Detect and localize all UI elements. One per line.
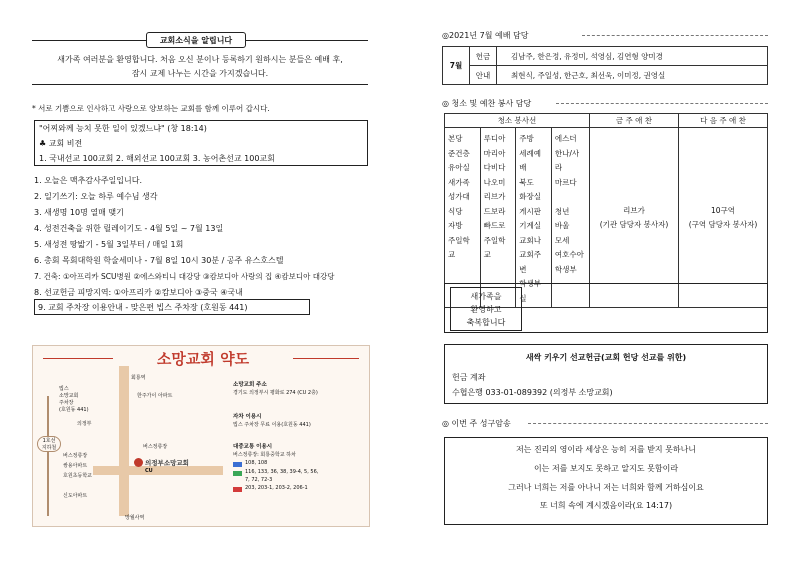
area: 기계실: [519, 221, 541, 230]
church-map: [32, 345, 370, 527]
info-addr: 경기도 의정부시 평화로 274 (CU 2층): [233, 390, 318, 396]
map-title-rule: [43, 358, 113, 359]
worship-month: 7월: [443, 47, 470, 85]
label-bus1: 버스정류장: [143, 444, 168, 450]
info-car-title: 자차 이용시: [233, 414, 262, 420]
bus-line-3: 7, 72, 72-3: [245, 477, 273, 483]
label-mangwolsa: 망월사역: [125, 515, 145, 521]
bus-line-1: 108, 108: [245, 460, 268, 466]
news-item-2: 2. 일기쓰기: 오늘 하루 예수님 생각: [34, 192, 158, 201]
info-car: 빕스 주차장 무료 이용(호원동 441): [233, 422, 311, 428]
main-road: [119, 366, 129, 516]
area: 유아실: [448, 163, 470, 172]
bus-badge-green: [233, 471, 242, 476]
label-ssangyong: 쌍용아파트: [63, 463, 88, 469]
label-sinwon: 신도아파트: [63, 493, 88, 499]
info-addr-title: 소망교회 주소: [233, 382, 267, 388]
label-vips: 빕스 소망교회 주차장 (호원동 441): [59, 386, 89, 413]
worship-names-2: 최현식, 주일성, 한근호, 최선욱, 이미정, 권영실: [497, 66, 768, 85]
cross-road: [93, 466, 223, 475]
worship-role-1: 헌금: [470, 47, 497, 66]
welcome-rule: [32, 84, 368, 85]
bus-badge-blue: [233, 462, 242, 467]
label-cu: CU: [145, 468, 153, 474]
worship-names-1: 김남주, 한은정, 유정미, 석영심, 김연형 양미경: [497, 47, 768, 66]
label-church: 의정부소망교회: [145, 459, 189, 467]
area: 화장실: [519, 192, 541, 201]
worship-role-2: 안내: [470, 66, 497, 85]
team: 리브가: [483, 192, 506, 201]
scripture-line-4: 또 너희 속에 계시겠음이라(요 14:17): [539, 501, 673, 510]
team: 청년: [554, 206, 570, 216]
team: [555, 190, 586, 205]
cleaning-header-1: 청소 봉사선: [445, 114, 590, 128]
scripture-line-1: 저는 진리의 영이라 세상은 능히 저를 받지 못하나니: [515, 445, 697, 454]
offering-title: 새싹 키우기 선교헌금(교회 헌당 선교를 위한): [525, 353, 687, 362]
welcome-line-1: 새가족 여러분을 환영합니다. 처음 오신 분이나 등록하기 원하시는 분들은 예배 후,: [57, 55, 343, 64]
newcomer-label: 새가족을 환영하고 축복합니다: [466, 292, 506, 327]
area: 새가족: [448, 177, 470, 187]
area: 본당: [448, 134, 463, 143]
news-item-3: 3. 새생명 10명 열매 맺기: [34, 208, 124, 217]
cleaning-col-1: [445, 128, 481, 308]
team: 마리아: [483, 148, 506, 158]
team: 한나/사라: [554, 148, 580, 172]
area: 준건층: [448, 148, 470, 158]
team: 바울: [554, 221, 570, 230]
label-uijeongbu: 의정부: [77, 421, 92, 427]
rail-label: 1호선 지하철: [37, 436, 61, 452]
team: 여호수아: [554, 250, 584, 259]
this-week: 리브가: [623, 206, 645, 215]
vision-text: 1. 국내선교 100교회 2. 해외선교 100교회 3. 농어촌선교 100교회: [39, 154, 275, 163]
worship-dash: [582, 35, 768, 36]
bus-line-4: 203, 203-1, 203-2, 206-1: [245, 485, 308, 491]
area: 성가대: [448, 192, 470, 201]
cleaning-col-4: [551, 128, 589, 308]
vision-verse: "어찌와께 능치 못한 일이 있겠느냐" (창 18:14): [39, 124, 207, 133]
info-transit: 버스정류장: 회룡중학교 하차: [233, 452, 296, 458]
scripture-title: ◎ 이번 주 성구암송: [442, 419, 511, 428]
scripture-line-2: 이는 저를 보지도 못하고 알지도 못함이라: [533, 464, 679, 473]
team: 주일학교: [483, 235, 506, 259]
label-busstop-north: 회룡역: [131, 375, 146, 381]
news-item-8: 8. 선교헌금 피망지역: ①아프리카 ②캄보디아 ③중국 ④국내: [34, 288, 243, 297]
team: 루디아: [483, 134, 506, 143]
area: 게시판: [519, 206, 541, 216]
parking-notice: 9. 교회 주차장 이용안내 - 맞은편 빕스 주차장 (호원동 441): [38, 303, 248, 312]
area: 주방: [519, 134, 534, 143]
area: 교회나: [519, 235, 541, 245]
area: 세례예배: [519, 148, 541, 172]
cleaning-dash: [556, 103, 768, 104]
area: 주일학교: [448, 235, 470, 259]
bus-line-2: 116, 133, 36, 38, 39-4, 5, 56,: [245, 469, 319, 475]
team: 학생부: [554, 264, 577, 274]
area: 북도: [519, 177, 534, 187]
cleaning-header-2: 금 주 애 찬: [590, 114, 679, 128]
label-hoewon: 호원초등학교: [63, 473, 92, 479]
team: 모세: [554, 235, 570, 245]
news-item-1: 1. 오늘은 맥추감사주일입니다.: [34, 176, 142, 185]
next-week-note: (구역 담당자 봉사자): [688, 220, 758, 229]
scripture-dash: [528, 423, 768, 424]
label-hanjin: 한주가이 아파트: [137, 393, 173, 399]
team: 드보라: [483, 206, 506, 216]
welcome-line-2: 잠시 교제 나누는 시간을 가지겠습니다.: [131, 69, 269, 78]
next-week-cell: [679, 128, 768, 308]
cleaning-col-3: [516, 128, 552, 308]
area: 자방: [448, 221, 463, 230]
scripture-line-3: 그러나 너희는 저를 아나니 저는 너희와 함께 거하심이요: [508, 483, 704, 492]
label-bus2: 버스정류장: [63, 453, 88, 459]
news-item-6: 6. 총회 목회대학원 학술세미나 - 7월 8일 10시 30분 / 공주 유스호스텔: [34, 256, 284, 265]
this-week-note: (기관 담당자 봉사자): [599, 220, 669, 229]
vision-heading: ♣ 교회 비전: [39, 139, 83, 148]
team: 에스더: [554, 134, 577, 143]
area: 교회주변: [519, 250, 541, 274]
next-week: 10구역: [710, 206, 736, 215]
team: 마르다: [554, 177, 577, 187]
account-number: 수협은행 033-01-089392 (의정부 소망교회): [452, 388, 613, 397]
title-rule-right: [246, 40, 368, 41]
info-transit-title: 대중교통 이용시: [233, 444, 273, 450]
area: 식당: [448, 206, 463, 216]
news-item-7: 7. 건축: ①아프리카 SCU병원 ②에스와티니 대강당 ③캄보디아 사랑의 집 ④캄보디아 대강당: [34, 272, 335, 281]
cleaning-col-2: [480, 128, 516, 308]
team: 나오미: [483, 177, 506, 187]
this-week-cell: [590, 128, 679, 308]
cleaning-table: [444, 113, 768, 308]
team: 다비다: [483, 163, 506, 172]
cleaning-header-3: 다 음 주 애 찬: [679, 114, 768, 128]
news-item-5: 5. 새성전 땅밟기 - 5월 3일부터 / 매일 1회: [34, 240, 184, 249]
map-title: 소망교회 약도: [156, 350, 250, 368]
worship-title: ◎2021년 7월 예배 담당: [442, 31, 529, 40]
map-title-rule-r: [293, 358, 359, 359]
bus-badge-red: [233, 487, 242, 492]
news-item-4: 4. 성전건축을 위한 릴레이기도 - 4월 5일 ~ 7월 13일: [34, 224, 224, 233]
account-label: 헌금 계좌: [452, 373, 486, 382]
worship-table: [442, 46, 768, 85]
rail-line: [47, 396, 49, 516]
intro-note: * 서로 기쁨으로 인사하고 사랑으로 양보하는 교회를 함께 이루어 갑시다.: [32, 104, 270, 113]
title-rule-left: [32, 40, 146, 41]
news-title: 교회소식을 알립니다: [159, 36, 233, 45]
team: 빠드로: [483, 221, 506, 230]
cleaning-title: ◎ 청소 및 예찬 봉사 담당: [442, 99, 532, 108]
area: 학생부실: [519, 279, 541, 303]
church-pin-icon: [134, 458, 143, 467]
